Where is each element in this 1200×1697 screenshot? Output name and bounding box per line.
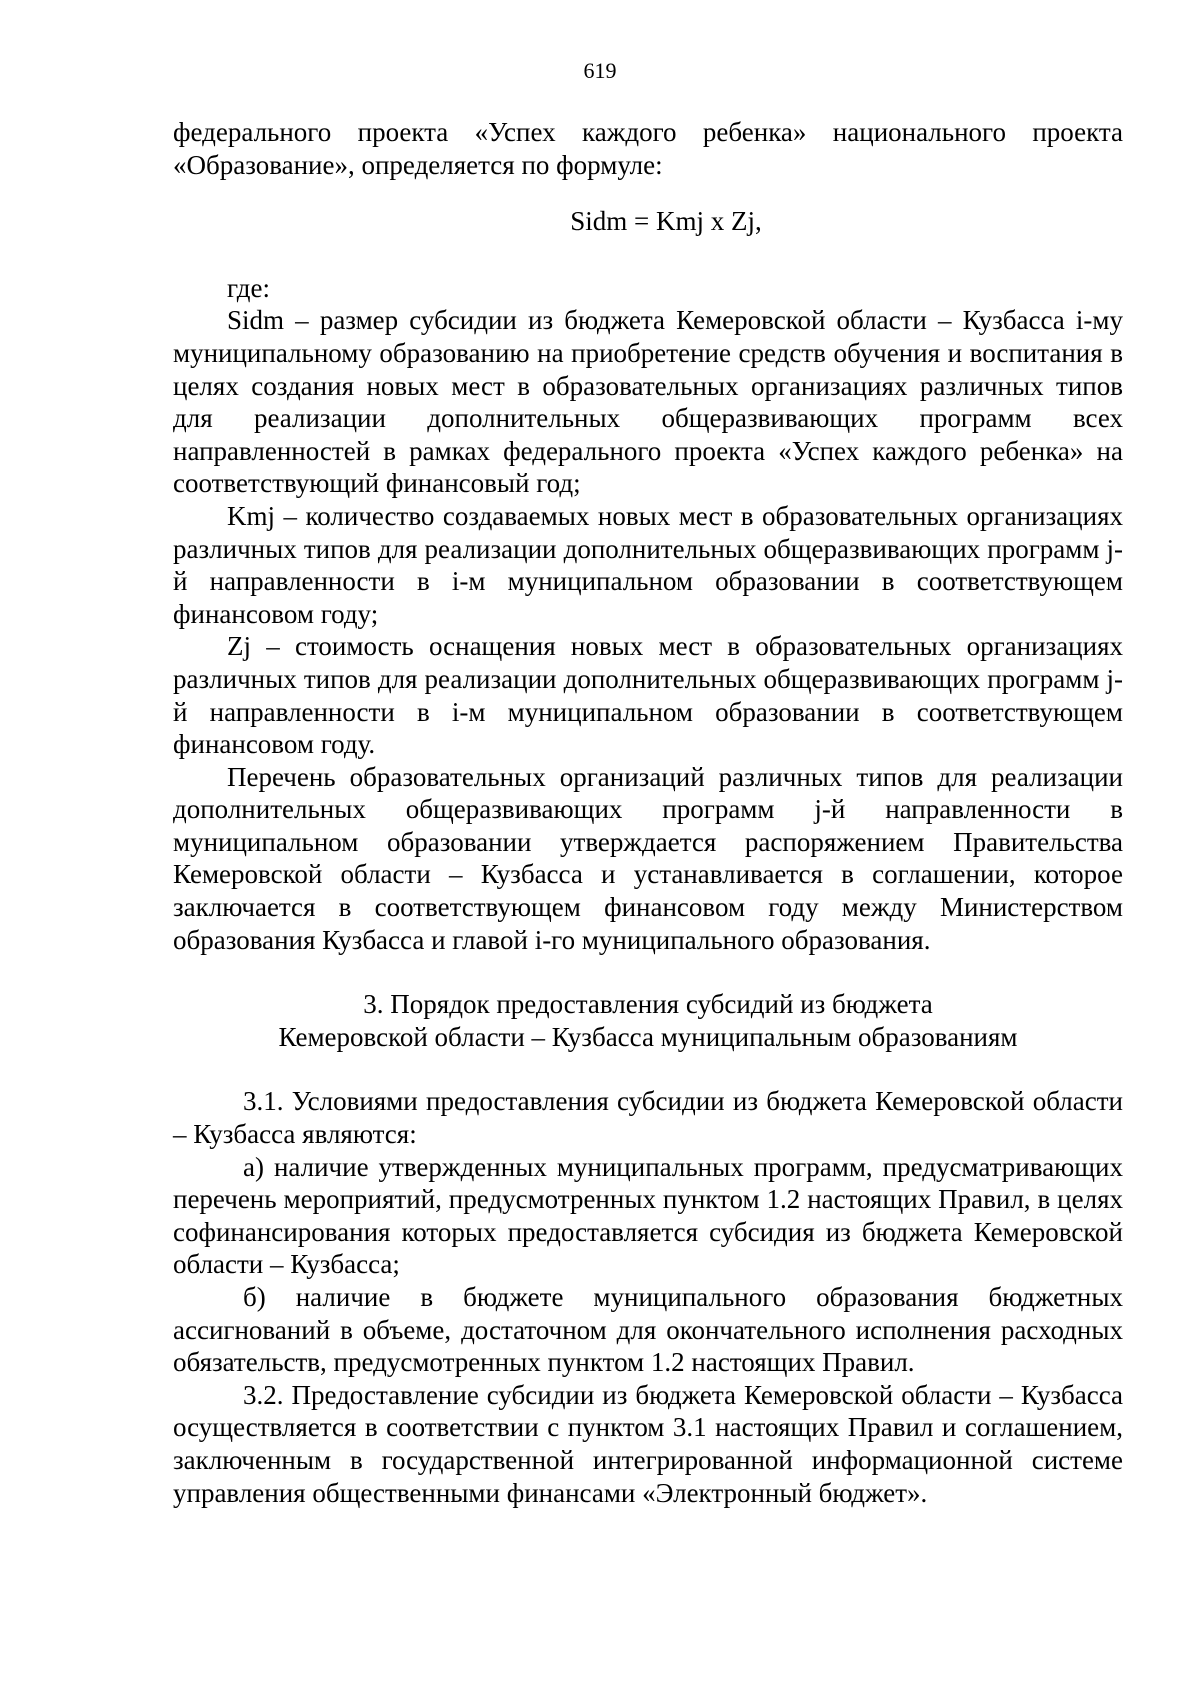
paragraph-where: где: bbox=[227, 272, 270, 303]
paragraph-3-1-b: б) наличие в бюджете муниципального образования бюджетных ассигнований в объеме, достаточном для окончательного исполнения расходных обязательств, предусмотренных пунктом 1.2 настоящих Правил. bbox=[173, 1282, 1123, 1378]
section-heading-line-2: Кемеровской области – Кузбасса муниципальным образованиям bbox=[278, 1021, 1018, 1052]
paragraph-organization-list: Перечень образовательных организаций различных типов для реализации дополнительных общеразвивающих программ j-й направленности в муниципальном образовании утверждается распоряжением Правительства Кемеровской области – Кузбасса и устанавливается в соглашении, которое заключается в соответствующем финансовом году между Министерством образования Кузбасса и главой i-го муниципального образования. bbox=[173, 761, 1123, 955]
section-heading bbox=[173, 988, 1123, 1053]
paragraph-3-2: 3.2. Предоставление субсидии из бюджета Кемеровской области – Кузбасса осуществляется в соответствии с пунктом 3.1 настоящих Правил и соглашением, заключенным в государственной интегрированной информационной системе управления общественными финансами «Электронный бюджет». bbox=[173, 1379, 1123, 1508]
document-body bbox=[173, 116, 1123, 1509]
section-heading-line-1: 3. Порядок предоставления субсидий из бюджета bbox=[363, 989, 933, 1020]
page-number: 619 bbox=[583, 58, 617, 83]
paragraph-sidm-definition: Sidm – размер субсидии из бюджета Кемеровской области – Кузбасса i-му муниципальному образованию на приобретение средств обучения и воспитания в целях создания новых мест в образовательных организациях различных типов для реализации дополнительных общеразвивающих программ всех направленностей в рамках федерального проекта «Успех каждого ребенка» на соответствующий финансовый год; bbox=[173, 305, 1123, 499]
formula: Sidm = Kmj x Zj, bbox=[570, 206, 762, 237]
paragraph-intro: федерального проекта «Успех каждого ребенка» национального проекта «Образование», определяется по формуле: bbox=[173, 117, 1123, 180]
paragraph-kmj-definition: Kmj – количество создаваемых новых мест в образовательных организациях различных типов для реализации дополнительных общеразвивающих программ j-й направленности в i-м муниципальном образовании в соответствующем финансовом году; bbox=[173, 500, 1123, 629]
paragraph-3-1: 3.1. Условиями предоставления субсидии из бюджета Кемеровской области – Кузбасса являются: bbox=[173, 1086, 1123, 1150]
paragraph-3-1-a: а) наличие утвержденных муниципальных программ, предусматривающих перечень мероприятий, предусмотренных пунктом 1.2 настоящих Правил, в целях софинансирования которых предоставляется субсидия из бюджета Кемеровской области – Кузбасса; bbox=[173, 1151, 1123, 1280]
paragraph-zj-definition: Zj – стоимость оснащения новых мест в образовательных организациях различных типов для реализации дополнительных общеразвивающих программ j-й направленности в i-м муниципальном образовании в соответствующем финансовом году. bbox=[173, 631, 1123, 760]
